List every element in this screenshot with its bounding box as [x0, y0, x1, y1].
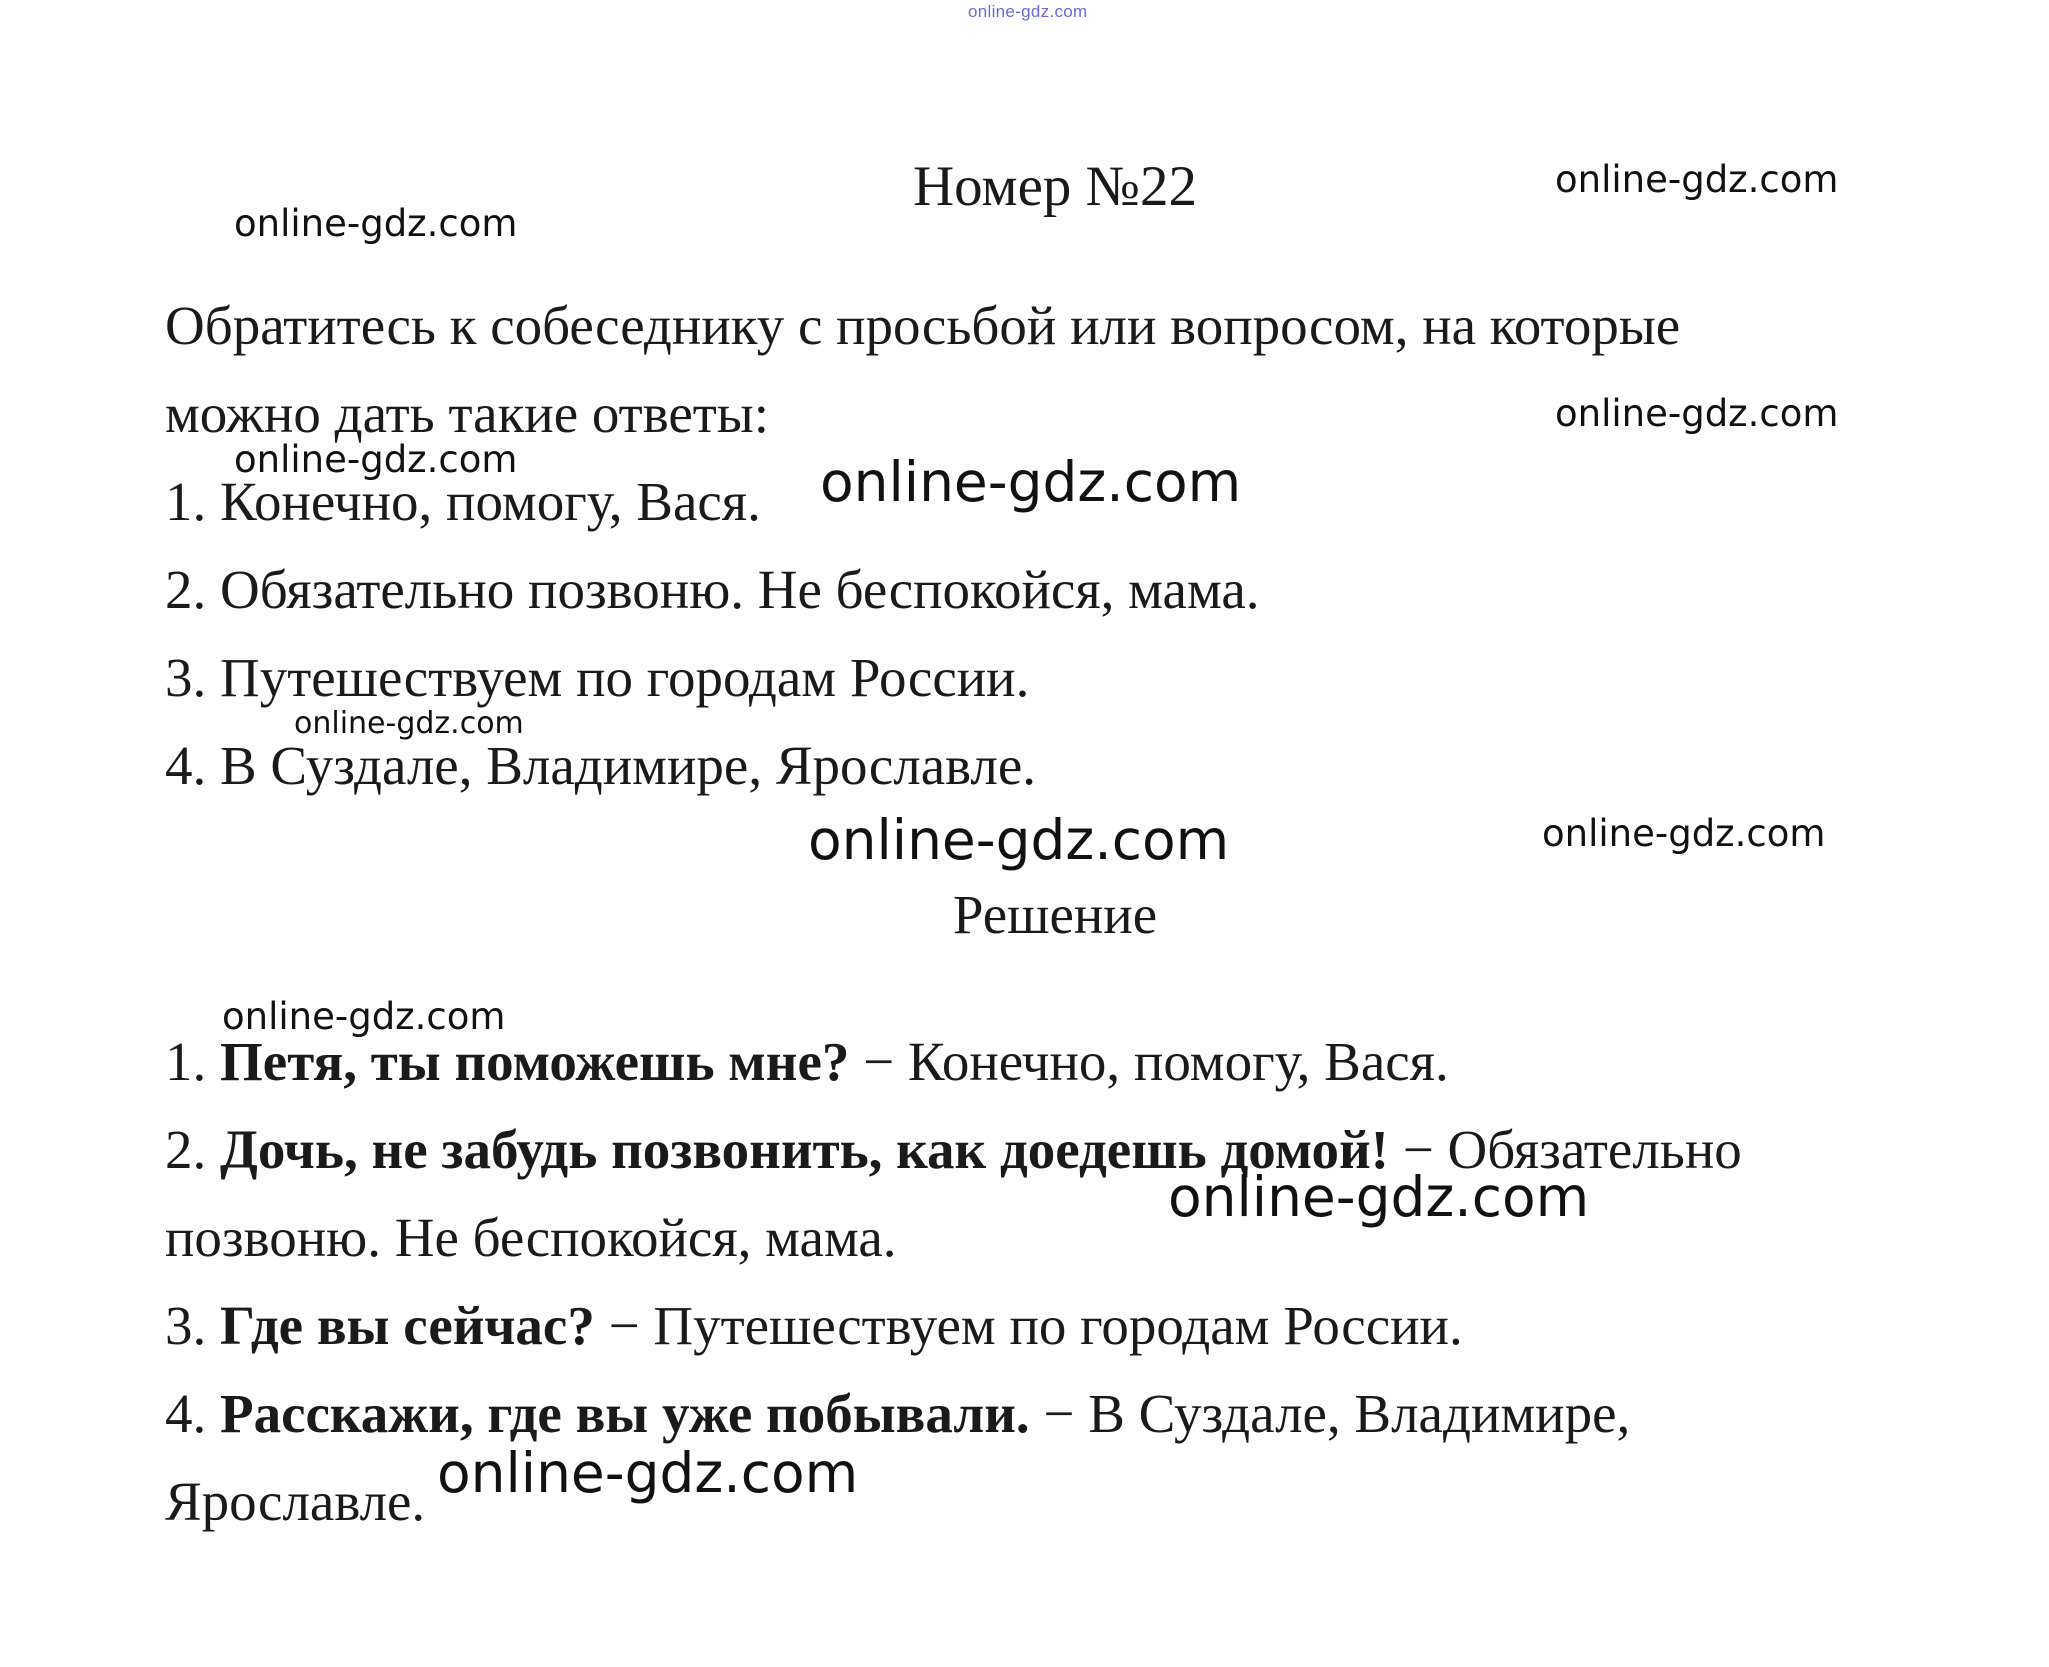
answer-question: Расскажи, где вы уже побывали.	[220, 1383, 1030, 1444]
page-title: Номер №22	[912, 155, 1198, 218]
answer-dash: −	[594, 1295, 654, 1356]
watermark: online-gdz.com	[222, 995, 506, 1038]
answer-reply: Обязательно	[1447, 1119, 1742, 1180]
task-intro-line-1: Обратитесь к собеседнику с просьбой или вопросом, на которые	[165, 295, 1681, 356]
site-mark: online-gdz.com	[968, 2, 1088, 21]
task-intro-line-2: можно дать такие ответы:	[165, 383, 770, 444]
answer-dash: −	[1029, 1383, 1089, 1444]
task-item-2: 2. Обязательно позвоню. Не беспокойся, мама.	[165, 559, 1260, 620]
answer-reply: Путешествуем по городам России.	[653, 1295, 1463, 1356]
answer-dash: −	[849, 1031, 908, 1092]
watermark: online-gdz.com	[294, 706, 524, 741]
answer-reply: В Суздале, Владимире,	[1088, 1383, 1631, 1444]
watermark: online-gdz.com	[1542, 812, 1826, 855]
answer-reply: Конечно, помогу, Вася.	[907, 1031, 1449, 1092]
answer-3	[165, 1295, 1463, 1356]
watermark: online-gdz.com	[1555, 158, 1839, 201]
watermark: online-gdz.com	[234, 202, 518, 245]
answer-question: Где вы сейчас?	[220, 1295, 595, 1356]
answer-number: 2.	[165, 1119, 220, 1180]
solution-heading: Решение	[952, 884, 1158, 945]
answer-1	[165, 1031, 1449, 1092]
watermark: online-gdz.com	[234, 438, 518, 481]
watermark: online-gdz.com	[808, 808, 1230, 872]
answer-4-continuation: Ярославле.	[165, 1471, 426, 1532]
answer-number: 1.	[165, 1031, 220, 1092]
answer-question: Дочь, не забудь позвонить, как доедешь домой!	[220, 1119, 1389, 1180]
watermark: online-gdz.com	[820, 450, 1242, 514]
task-item-4: 4. В Суздале, Владимире, Ярославле.	[165, 735, 1037, 796]
watermark: online-gdz.com	[437, 1441, 859, 1505]
task-item-1: 1. Конечно, помогу, Вася.	[165, 471, 761, 532]
watermark: online-gdz.com	[1555, 392, 1839, 435]
answer-dash: −	[1389, 1119, 1448, 1180]
watermark: online-gdz.com	[1168, 1165, 1590, 1229]
answer-2-continuation: позвоню. Не беспокойся, мама.	[165, 1207, 897, 1268]
answer-number: 4.	[165, 1383, 220, 1444]
answer-number: 3.	[165, 1295, 220, 1356]
task-item-3: 3. Путешествуем по городам России.	[165, 647, 1030, 708]
answer-4	[165, 1383, 1631, 1444]
answer-question: Петя, ты поможешь мне?	[220, 1031, 850, 1092]
